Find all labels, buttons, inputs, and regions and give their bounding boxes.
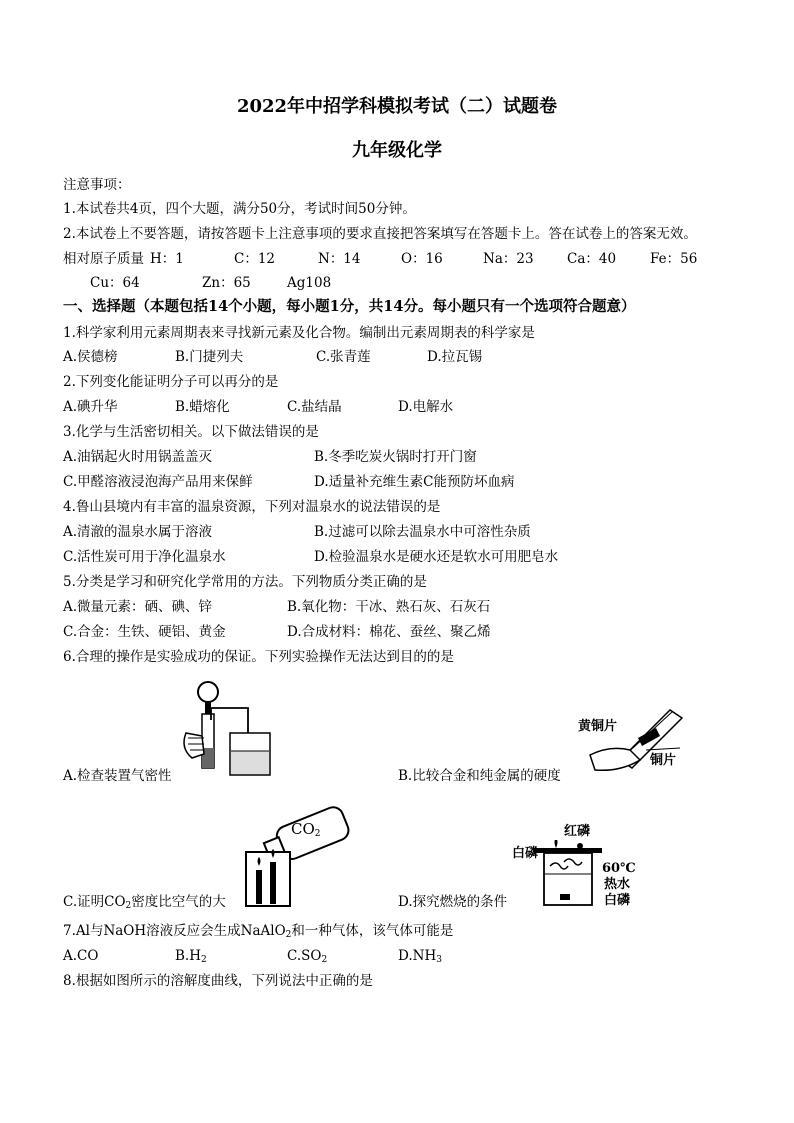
q4-option-d: D.检验温泉水是硬水还是软水可用肥皂水: [314, 549, 559, 565]
fig-c-label: [291, 820, 321, 843]
q1-stem: 1.科学家利用元素周期表来寻找新元素及化合物。编制出元素周期表的科学家是: [63, 325, 535, 341]
mass-zn: Zn：65: [202, 275, 251, 291]
q5-option-a: A.微量元素：硒、碘、锌: [63, 599, 213, 615]
fig-c-label-sub: 2: [314, 829, 321, 839]
fig-co2-density: [238, 800, 358, 910]
q5-stem: 5.分类是学习和研究化学常用的方法。下列物质分类正确的是: [63, 574, 427, 590]
q4-option-c: C.活性炭可用于净化温泉水: [63, 549, 226, 565]
q1-option-b: B.门捷列夫: [175, 349, 244, 365]
mass-c: C：12: [234, 251, 276, 267]
mass-na: Na：23: [483, 251, 534, 267]
fig-airtightness-check: [178, 678, 298, 778]
q6-option-b: B.比较合金和纯金属的硬度: [398, 768, 561, 784]
q7-option-b: [175, 947, 207, 969]
q7-c-sub: 2: [321, 955, 328, 965]
q7-d-sub: 3: [436, 955, 442, 965]
q7-stem-post: 和一种气体，该气体可能是: [291, 923, 454, 939]
q7-option-a: A.CO: [63, 948, 99, 964]
q7-b-pre: B.H: [175, 948, 201, 964]
q6-c-post: 密度比空气的大: [131, 894, 226, 910]
q7-stem-sub: 2: [285, 930, 292, 940]
note-1: 1.本试卷共4页，四个大题，满分50分，考试时间50分钟。: [63, 201, 416, 217]
page-title: 2022年中招学科模拟考试（二）试题卷: [236, 96, 558, 117]
q3-option-c: C.甲醛溶液浸泡海产品用来保鲜: [63, 474, 253, 490]
q6-stem: 6.合理的操作是实验成功的保证。下列实验操作无法达到目的的是: [63, 649, 454, 665]
q7-c-pre: C.SO: [287, 948, 322, 964]
mass-cu: Cu：64: [90, 275, 140, 291]
q1-option-a: A.侯德榜: [63, 349, 118, 365]
q6-option-d: D.探究燃烧的条件: [398, 894, 508, 910]
fig-d-hot-water: 热水: [604, 877, 631, 892]
fig-d-temperature: 60℃: [602, 861, 636, 876]
q5-option-c: C.合金：生铁、硬铝、黄金: [63, 624, 226, 640]
q7-option-d: [398, 947, 442, 969]
fig-d-red-phosphorus: 红磷: [564, 824, 591, 839]
q2-option-d: D.电解水: [398, 399, 454, 415]
mass-ag: Ag108: [287, 275, 332, 291]
fig-c-label-text: CO: [291, 820, 315, 838]
q7-stem-pre: 7.Al与NaOH溶液反应会生成NaAlO: [63, 923, 286, 939]
mass-n: N：14: [318, 251, 361, 267]
fig-combustion-conditions: [530, 840, 610, 908]
q6-c-co2: CO: [104, 894, 126, 910]
q7-stem: [63, 922, 453, 944]
fig-b-label-copper: 铜片: [650, 753, 677, 768]
mass-fe: Fe：56: [650, 251, 698, 267]
q4-option-b: B.过滤可以除去温泉水中可溶性杂质: [314, 524, 531, 540]
q2-option-c: C.盐结晶: [287, 399, 342, 415]
q7-option-c: [287, 947, 327, 969]
section-heading: 一、选择题（本题包括14个小题，每小题1分，共14分。每小题只有一个选项符合题意）: [63, 298, 636, 315]
q7-b-sub: 2: [201, 955, 207, 965]
q4-stem: 4.鲁山县境内有丰富的温泉资源，下列对温泉水的说法错误的是: [63, 499, 441, 515]
q4-option-a: A.清澈的温泉水属于溶液: [63, 524, 213, 540]
q3-option-a: A.油锅起火时用锅盖盖灭: [63, 449, 213, 465]
fig-d-white-phosphorus-bottom: 白磷: [604, 893, 631, 908]
q7-d-pre: D.NH: [398, 948, 437, 964]
mass-ca: Ca：40: [567, 251, 617, 267]
q6-c-sub: 2: [125, 901, 132, 911]
q1-option-c: C.张青莲: [316, 349, 371, 365]
q8-stem: 8.根据如图所示的溶解度曲线，下列说法中正确的是: [63, 973, 373, 989]
mass-o: O：16: [401, 251, 443, 267]
mass-h: H：1: [150, 251, 184, 267]
q3-option-d: D.适量补充维生素C能预防坏血病: [314, 474, 515, 490]
q6-c-pre: C.证明: [63, 894, 105, 910]
fig-d-white-phosphorus-top: 白磷: [512, 846, 539, 861]
q6-option-c: [63, 893, 226, 915]
fig-b-label-brass: 黄铜片: [578, 719, 618, 734]
q3-option-b: B.冬季吃炭火锅时打开门窗: [314, 449, 477, 465]
q3-stem: 3.化学与生活密切相关。以下做法错误的是: [63, 424, 319, 440]
masses-label: 相对原子质量: [63, 251, 144, 267]
q1-option-d: D.拉瓦锡: [427, 349, 483, 365]
q5-option-b: B.氧化物：干冰、熟石灰、石灰石: [287, 599, 491, 615]
q2-stem: 2.下列变化能证明分子可以再分的是: [63, 374, 279, 390]
notes-heading: 注意事项：: [63, 177, 131, 193]
q2-option-b: B.蜡熔化: [175, 399, 230, 415]
note-2: 2.本试卷上不要答题，请按答题卡上注意事项的要求直接把答案填写在答题卡上。答在试卷上的答案无效。: [63, 226, 697, 242]
q6-option-a: A.检查装置气密性: [63, 768, 172, 784]
q5-option-d: D.合成材料：棉花、蚕丝、聚乙烯: [287, 624, 491, 640]
page-subtitle: 九年级化学: [352, 140, 442, 161]
q2-option-a: A.碘升华: [63, 399, 118, 415]
